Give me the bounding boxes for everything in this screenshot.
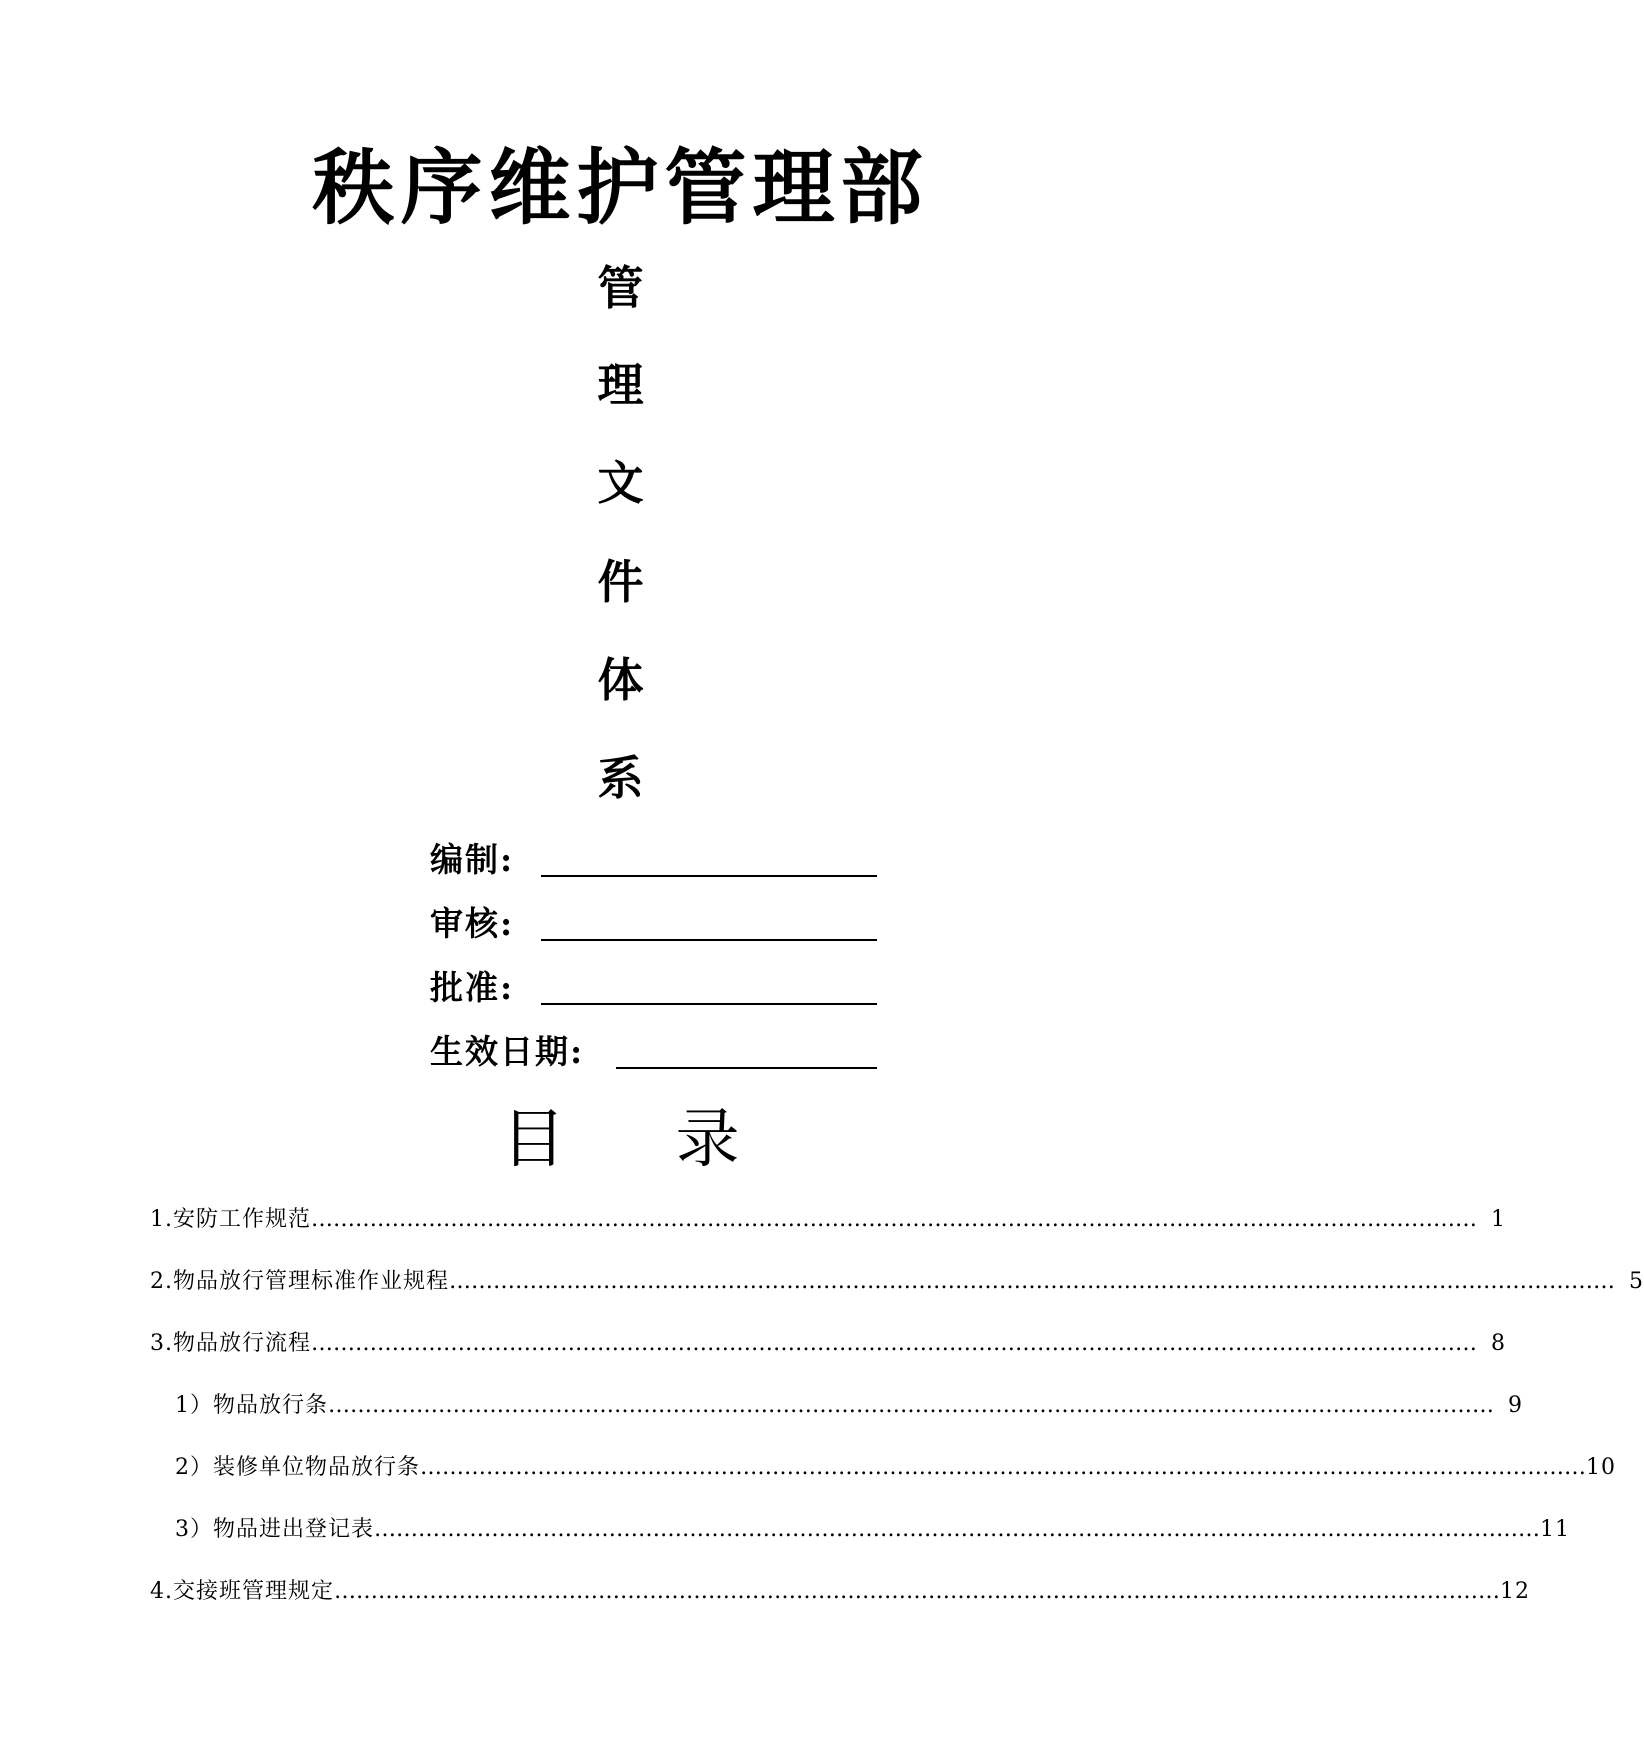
signature-line-reviewed[interactable] (541, 939, 877, 941)
toc-leader-dots: …………………………………………………………………………………………………………………………………………… (311, 1331, 1478, 1356)
signature-label-reviewed: 审核: (430, 904, 515, 943)
toc-leader-dots: …………………………………………………………………………………………………………………………………………… (334, 1579, 1501, 1604)
toc-entry-page: 10 (1586, 1455, 1617, 1480)
signature-label-effective-date: 生效日期: (430, 1032, 585, 1071)
toc-entry-text: 物品放行条 (213, 1393, 329, 1418)
vertical-title-char: 件 (597, 555, 644, 609)
toc-entry[interactable] (175, 1389, 1524, 1423)
toc-entry-text: 物品放行管理标准作业规程 (173, 1269, 450, 1294)
page-title: 秩序维护管理部 (312, 140, 929, 236)
signature-line-effective-date[interactable] (616, 1067, 877, 1069)
toc-entry-page: 8 (1491, 1331, 1507, 1356)
toc-entry[interactable] (175, 1513, 1571, 1547)
toc-leader-dots: …………………………………………………………………………………………………………………………………………… (328, 1393, 1495, 1418)
signature-label-approved: 批准: (430, 968, 515, 1007)
toc-entry-number: 4. (150, 1579, 173, 1604)
toc-entry-page: 12 (1500, 1579, 1531, 1604)
toc-heading-char: 目 (501, 1103, 566, 1177)
toc-entry[interactable] (150, 1203, 1507, 1237)
toc-entry-number: 3） (175, 1517, 213, 1542)
toc-entry[interactable] (150, 1327, 1507, 1361)
vertical-title-char: 管 (597, 261, 644, 315)
toc-entry-page: 11 (1540, 1517, 1571, 1542)
toc-leader-dots: …………………………………………………………………………………………………………………………………………… (374, 1517, 1541, 1542)
toc-heading (0, 1100, 1241, 1180)
signature-label-compiled: 编制: (430, 840, 515, 879)
toc-entry[interactable] (175, 1451, 1617, 1485)
toc-heading-char: 录 (675, 1103, 740, 1177)
toc-entry-text: 物品进出登记表 (213, 1517, 375, 1542)
toc-entry-text: 装修单位物品放行条 (213, 1455, 421, 1480)
toc-entry-page: 1 (1491, 1207, 1507, 1232)
signature-line-approved[interactable] (541, 1003, 877, 1005)
signature-line-compiled[interactable] (541, 875, 877, 877)
toc-leader-dots: …………………………………………………………………………………………………………………………………………… (311, 1207, 1478, 1232)
toc-leader-dots: …………………………………………………………………………………………………………………………………………… (449, 1269, 1616, 1294)
vertical-title-char: 理 (597, 358, 644, 412)
toc-leader-dots: …………………………………………………………………………………………………………………………………………… (420, 1455, 1587, 1480)
toc-entry[interactable] (150, 1265, 1644, 1299)
vertical-title-char: 文 (597, 456, 644, 510)
toc-entry-number: 3. (150, 1331, 173, 1356)
toc-entry-text: 交接班管理规定 (173, 1579, 335, 1604)
toc-entry-text: 物品放行流程 (173, 1331, 312, 1356)
toc-entry-number: 2） (175, 1455, 213, 1480)
toc-entry-number: 2. (150, 1269, 173, 1294)
toc-entry-page: 5 (1629, 1269, 1644, 1294)
toc-entry-text: 安防工作规范 (173, 1207, 312, 1232)
toc-entry-number: 1） (175, 1393, 213, 1418)
toc-entry[interactable] (150, 1575, 1531, 1609)
vertical-title-char: 体 (597, 653, 644, 707)
vertical-title-char: 系 (597, 751, 644, 805)
toc-entry-number: 1. (150, 1207, 173, 1232)
toc-entry-page: 9 (1508, 1393, 1524, 1418)
